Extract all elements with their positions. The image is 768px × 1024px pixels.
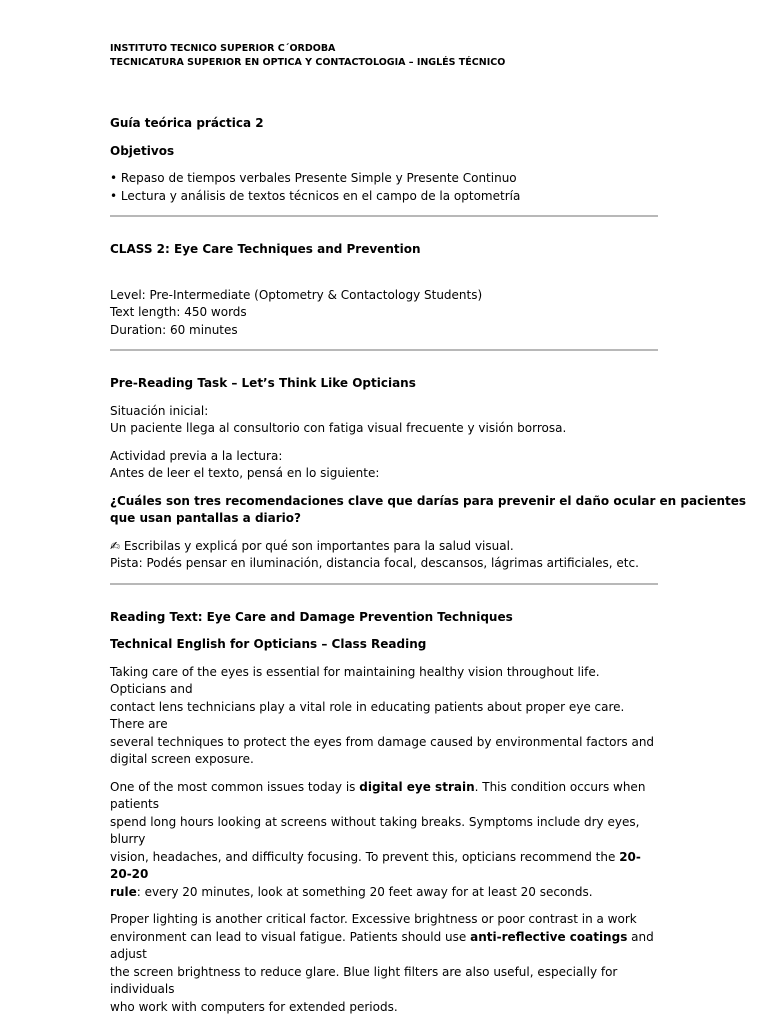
pre-reading-title: Pre-Reading Task – Let’s Think Like Opticians (110, 376, 416, 390)
class-title: CLASS 2: Eye Care Techniques and Prevention (110, 242, 421, 256)
paragraph-line: the screen brightness to reduce glare. Blue light filters are also useful, especially for individuals (110, 964, 618, 996)
write-instruction: ✍ Escribilas y explicá por qué son importantes para la salud visual. (110, 538, 514, 553)
paragraph-line: Proper lighting is another critical factor. Excessive brightness or poor contrast in a work (110, 912, 637, 926)
objective-item: • Lectura y análisis de textos técnicos en el campo de la optometría (110, 188, 521, 203)
class-level: Level: Pre-Intermediate (Optometry & Contactology Students) (110, 287, 483, 302)
text-run: . This condition occurs when patients (110, 779, 646, 811)
paragraph-line (110, 849, 658, 884)
highlighted-term: anti-reflective coatings (470, 929, 628, 944)
paragraph-line (110, 929, 658, 964)
text-run: : every 20 minutes, look at something 20 feet away for at least 20 seconds. (136, 884, 593, 899)
text-run: One of the most common issues today is (110, 779, 360, 794)
paragraph-line (110, 884, 658, 902)
activity-text: Antes de leer el texto, pensá en lo siguiente: (110, 466, 380, 480)
highlighted-term: 20-20-20 (110, 849, 641, 881)
text-run: vision, headaches, and difficulty focusing. To prevent this, opticians recommend the (110, 849, 620, 864)
activity-label: Actividad previa a la lectura: (110, 448, 283, 463)
institution-name: INSTITUTO TECNICO SUPERIOR C´ORDOBA (110, 43, 336, 54)
objective-item: • Repaso de tiempos verbales Presente Simple y Presente Continuo (110, 171, 517, 185)
class-length: Text length: 450 words (110, 305, 247, 319)
text-run: environment can lead to visual fatigue. Patients should use (110, 929, 471, 944)
text-run: and adjust (110, 929, 654, 961)
reading-paragraph (110, 911, 658, 1016)
highlighted-term: digital eye strain (359, 779, 475, 794)
reading-title: Reading Text: Eye Care and Damage Prevention Techniques (110, 609, 513, 624)
objectives-heading: Objetivos (110, 143, 175, 158)
guide-title: Guía teórica práctica 2 (110, 116, 264, 130)
class-duration: Duration: 60 minutes (110, 322, 238, 337)
question-line: que usan pantallas a diario? (110, 511, 301, 525)
reading-subtitle: Technical English for Opticians – Class Reading (110, 637, 427, 651)
situation-text: Un paciente llega al consultorio con fatiga visual frecuente y visión borrosa. (110, 421, 567, 435)
situation-label: Situación inicial: (110, 403, 209, 418)
paragraph-line: several techniques to protect the eyes from damage caused by environmental factors and (110, 734, 655, 749)
paragraph-line: who work with computers for extended periods. (110, 999, 398, 1014)
highlighted-term: rule (110, 884, 137, 899)
institution-header (110, 42, 658, 70)
document-content (110, 42, 747, 1016)
hint-text: Pista: Podés pensar en iluminación, distancia focal, descansos, lágrimas artificiales, etc. (110, 556, 639, 570)
paragraph-line: digital screen exposure. (110, 752, 254, 766)
program-name: TECNICATURA SUPERIOR EN OPTICA Y CONTACTOLOGIA – INGLÉS TÉCNICO (110, 57, 506, 68)
reading-paragraph (110, 779, 658, 902)
paragraph-line: Taking care of the eyes is essential for maintaining healthy vision throughout life. Opticians and (110, 664, 600, 696)
paragraph-line: spend long hours looking at screens without taking breaks. Symptoms include dry eyes, blurry (110, 814, 640, 846)
reading-paragraph (110, 664, 658, 769)
paragraph-line: contact lens technicians play a vital role in educating patients about proper eye care. There are (110, 699, 625, 731)
paragraph-line (110, 779, 658, 814)
question-line: ¿Cuáles son tres recomendaciones clave que darías para prevenir el daño ocular en pacientes (110, 493, 747, 508)
